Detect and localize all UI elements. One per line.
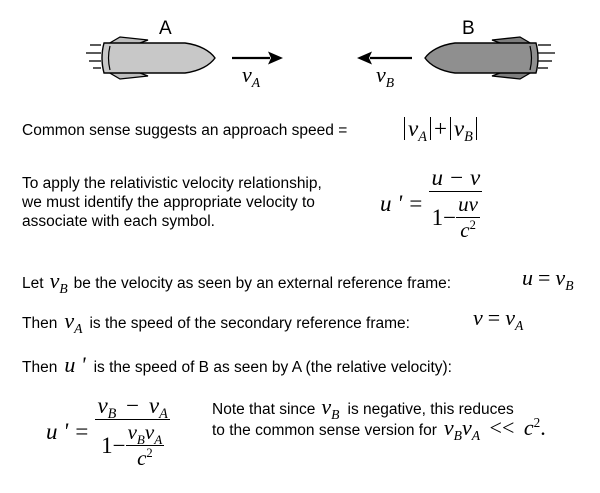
then1-equation: $v = v_A$ — [473, 305, 524, 334]
let-equation: $u = v_B$ — [522, 265, 574, 294]
rocket-b-label: B — [462, 18, 475, 39]
rocket-b — [425, 37, 555, 79]
note-line-2: to the common sense version for $v_Bv_A << c^2$. — [212, 415, 546, 444]
para-line-3: associate with each symbol. — [22, 213, 215, 230]
relative-velocity-formula: u ' = $v_B - v_A$ 1− $\frac{v_Bv_A}{c^2}$ — [46, 393, 168, 470]
rocket-a-label: A — [159, 18, 172, 39]
velocity-label-a: $v_A$ — [242, 62, 261, 91]
velocity-label-b: $v_B$ — [376, 62, 395, 91]
abs-vb: $v_B$ — [450, 117, 477, 140]
para-line-1: To apply the relativistic velocity relationship, — [22, 175, 322, 192]
then-line-1: Then $v_A$ is the speed of the secondary reference frame: — [22, 308, 410, 337]
let-line: Let $v_B$ be the velocity as seen by an external reference frame: — [22, 268, 452, 297]
common-sense-text: Common sense suggests an approach speed = — [22, 122, 348, 139]
velocity-addition-formula: u ' = u − v 1− $\frac{uv}{c^2}$ — [380, 165, 481, 242]
approach-speed-expression: $v_A + v_B$ — [404, 115, 477, 142]
then-line-2: Then u ' is the speed of B as seen by A (the relative velocity): — [22, 352, 452, 377]
formula2-fraction: $v_B - v_A$ 1− $\frac{v_Bv_A}{c^2}$ — [97, 393, 168, 470]
rocket-a — [86, 37, 215, 79]
rockets-diagram — [0, 0, 600, 105]
para-line-2: we must identify the appropriate velocity to — [22, 194, 315, 211]
formula1-fraction: u − v 1− $\frac{uv}{c^2}$ — [431, 165, 481, 242]
note-line-1: Note that since $v_B$ is negative, this reduces — [212, 394, 514, 423]
abs-va: $v_A$ — [404, 117, 431, 140]
